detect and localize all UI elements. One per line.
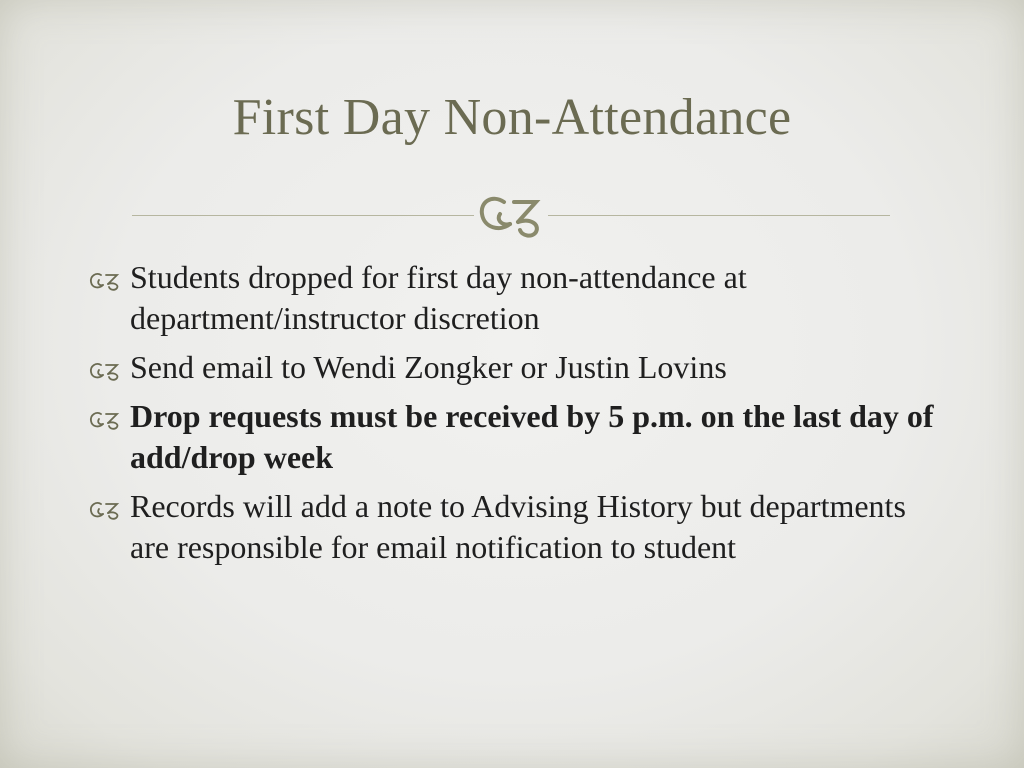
bullet-text: Students dropped for first day non-attendance at department/instructor discretion xyxy=(130,259,747,336)
bullet-item xyxy=(88,347,948,388)
title-divider-right xyxy=(548,215,890,216)
title-divider-left xyxy=(132,215,474,216)
bullet-text: Records will add a note to Advising History but departments are responsible for email notification to student xyxy=(130,488,906,565)
bullet-item-emphasis xyxy=(88,396,948,478)
vine-swirl-icon xyxy=(474,190,550,240)
slide-title: First Day Non-Attendance xyxy=(232,89,792,146)
vine-swirl-bullet-icon xyxy=(88,500,122,520)
vine-swirl-bullet-icon xyxy=(88,361,122,381)
vine-swirl-bullet-icon xyxy=(88,410,122,430)
bullet-text: Send email to Wendi Zongker or Justin Lovins xyxy=(130,349,727,385)
vine-swirl-bullet-icon xyxy=(88,271,122,291)
bullet-item xyxy=(88,486,948,568)
bullet-list xyxy=(88,257,948,576)
bullet-item xyxy=(88,257,948,339)
bullet-text: Drop requests must be received by 5 p.m. on the last day of add/drop week xyxy=(130,398,934,475)
